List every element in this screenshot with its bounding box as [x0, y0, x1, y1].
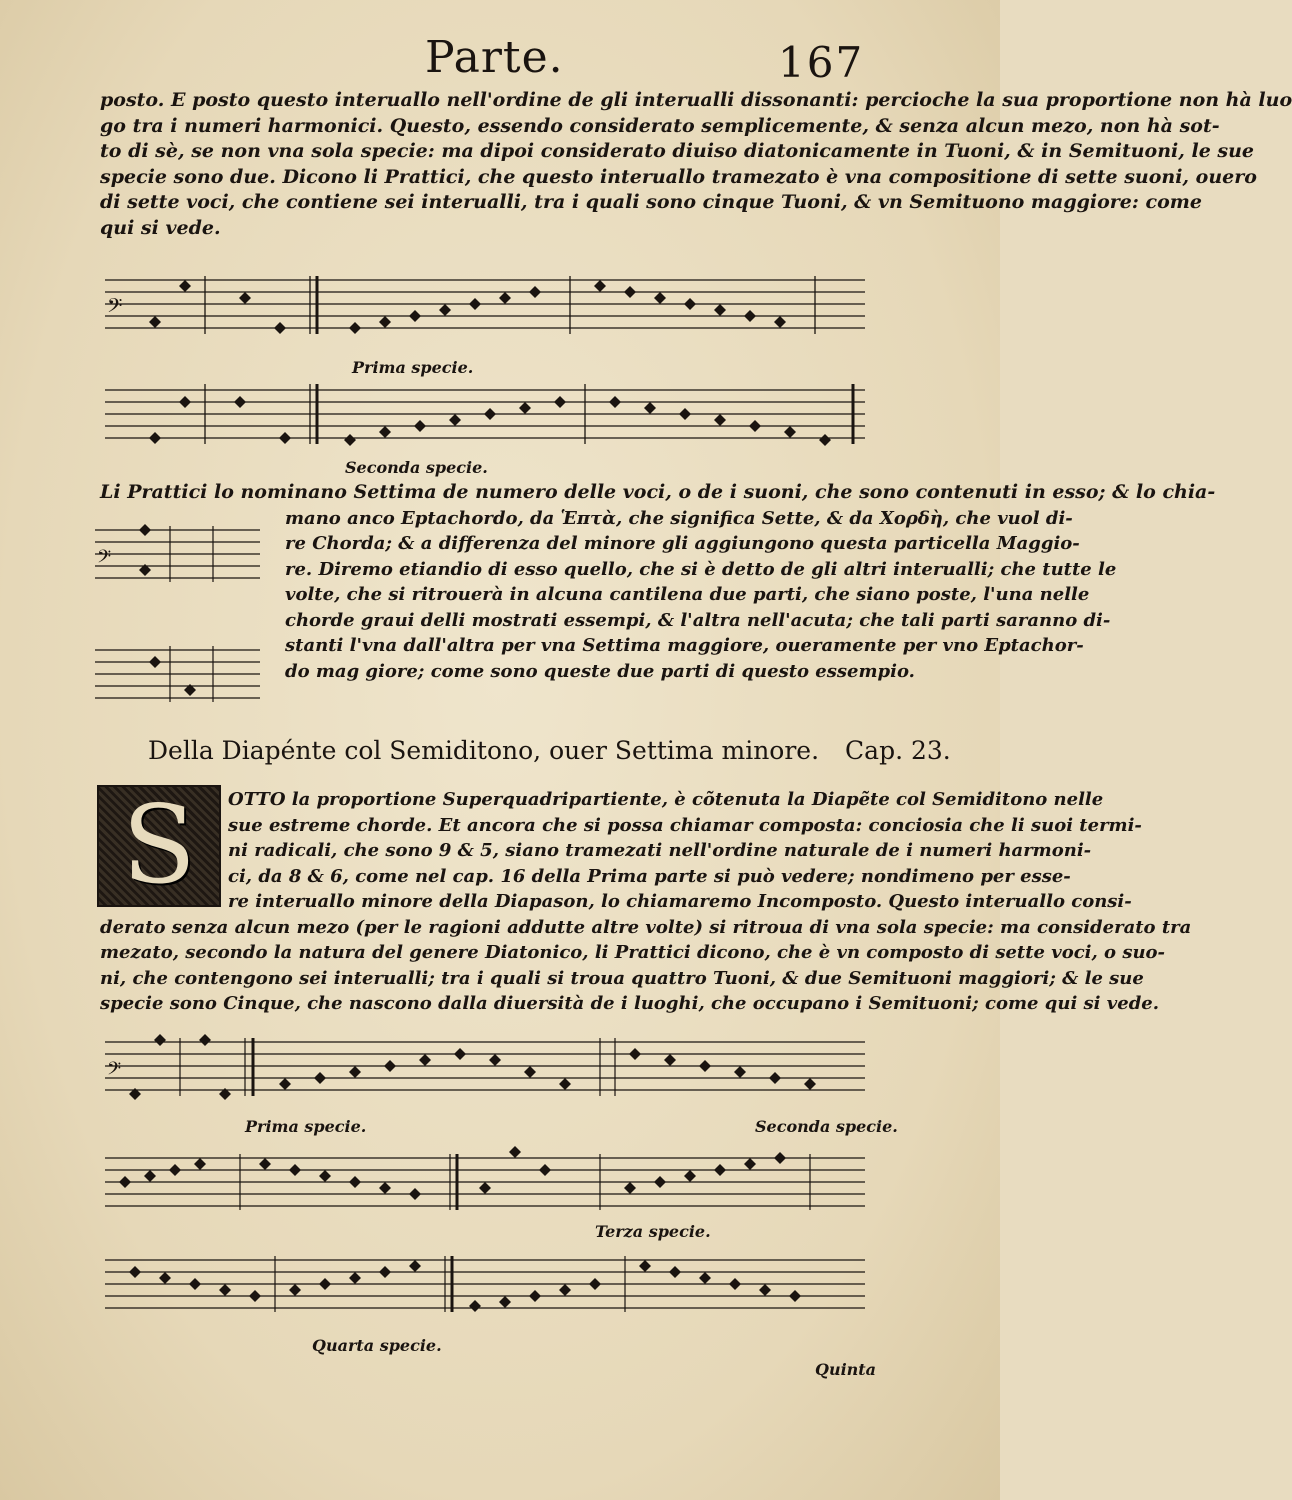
decorated-initial	[97, 785, 221, 907]
text-line: sue estreme chorde. Et ancora che si possa chiamar composta: conciosia che li suoi termi-	[228, 814, 1142, 836]
text-line: mano anco Eptachordo, da Ἑπτὰ, che significa Sette, & da Χορδὴ, che vuol di-	[285, 507, 1073, 529]
text-line: derato senza alcun mezo (per le ragioni addutte altre volte) si ritroua di vna sola specie: ma considerato tra	[100, 916, 1192, 938]
catchword: Quinta	[815, 1360, 877, 1379]
caption-prima-specie: Prima specie.	[352, 358, 474, 377]
chapter-title: Della Diapénte col Semiditono, ouer Settima minore.	[148, 736, 820, 765]
caption-seconda-specie-2: Seconda specie.	[755, 1117, 898, 1136]
notes-staff-1	[149, 280, 786, 334]
text-line: go tra i numeri harmonici. Questo, essendo considerato semplicemente, & senza alcun mezo, non hà sot-	[100, 114, 1220, 137]
svg-text:𝄢: 𝄢	[97, 547, 112, 572]
caption-prima-specie-2: Prima specie.	[245, 1117, 367, 1136]
text-line: stanti l'vna dall'altra per vna Settima maggiore, oueramente per vno Eptachor-	[285, 635, 1084, 656]
paragraph-3-indented	[228, 787, 1142, 915]
text-line: mezato, secondo la natura del genere Diatonico, li Prattici dicono, che è vn composto di sette voci, o suo-	[100, 942, 1166, 963]
text-line: do mag giore; come sono queste due parti di questo essempio.	[285, 660, 915, 682]
text-line: re interuallo minore della Diapason, lo chiamaremo Incomposto. Questo interuallo consi-	[228, 891, 1132, 912]
page-number: 167	[778, 38, 865, 87]
music-example-2	[95, 520, 265, 710]
music-example-1	[95, 268, 875, 468]
caption-quarta-specie: Quarta specie.	[312, 1336, 442, 1355]
text-line: di sette voci, che contiene sei interualli, tra i quali sono cinque Tuoni, & vn Semituono maggiore: come	[100, 191, 1202, 213]
caption-seconda-specie: Seconda specie.	[345, 458, 488, 477]
text-line: to di sè, se non vna sola specie: ma dipoi considerato diuiso diatonicamente in Tuoni, & in Semituoni, le sue	[100, 140, 1254, 162]
text-line: specie sono due. Dicono li Prattici, che questo interuallo tramezato è vna compositione di sette suoni, ouero	[100, 165, 1257, 188]
chapter-number: Cap. 23.	[845, 736, 951, 765]
text-line: specie sono Cinque, che nascono dalla diuersità de i luoghi, che occupano i Semituoni; come qui si vede.	[100, 993, 1160, 1014]
svg-text:𝄢: 𝄢	[107, 294, 123, 322]
music-example-3	[95, 1030, 875, 1360]
text-line: ni, che contengono sei interualli; tra i quali si troua quattro Tuoni, & due Semituoni maggiori; & le sue	[100, 967, 1144, 989]
text-line: volte, che si ritrouerà in alcuna cantilena due parti, che siano poste, l'una nelle	[285, 584, 1090, 605]
text-line: qui si vede.	[100, 216, 221, 239]
caption-terza-specie: Terza specie.	[595, 1222, 711, 1241]
running-header: Parte.	[425, 32, 564, 83]
text-line: ci, da 8 & 6, come nel cap. 16 della Prima parte si può vedere; nondimeno per esse-	[228, 865, 1071, 887]
initial-letter: S	[122, 783, 196, 908]
paragraph-3	[100, 915, 1192, 1017]
staff-1	[105, 276, 865, 334]
text-line: chorde graui delli mostrati essempi, & l'altra nell'acuta; che tali parti saranno di-	[285, 609, 1111, 631]
paragraph-2-first-line	[100, 480, 1216, 506]
text-line: posto. E posto questo interuallo nell'ordine de gli interualli dissonanti: percioche la sua proportione non hà luo	[100, 89, 1292, 111]
svg-text:𝄢: 𝄢	[107, 1059, 122, 1084]
chapter-heading	[148, 736, 951, 765]
paragraph-1	[100, 88, 1292, 241]
text-line: OTTO la proportione Superquadripartiente, è cõtenuta la Diapẽte col Semiditono nelle	[228, 789, 1104, 810]
text-line: Li Prattici lo nominano Settima de numero delle voci, o de i suoni, che sono contenuti in esso; & lo chia-	[100, 481, 1216, 503]
text-line: re Chorda; & a differenza del minore gli aggiungono questa particella Maggio-	[285, 533, 1080, 554]
text-line: re. Diremo etiandio di esso quello, che si è detto de gli altri interualli; che tutte le	[285, 558, 1117, 580]
paragraph-2	[285, 506, 1117, 685]
text-line: ni radicali, che sono 9 & 5, siano tramezati nell'ordine naturale de i numeri harmoni-	[228, 840, 1092, 861]
